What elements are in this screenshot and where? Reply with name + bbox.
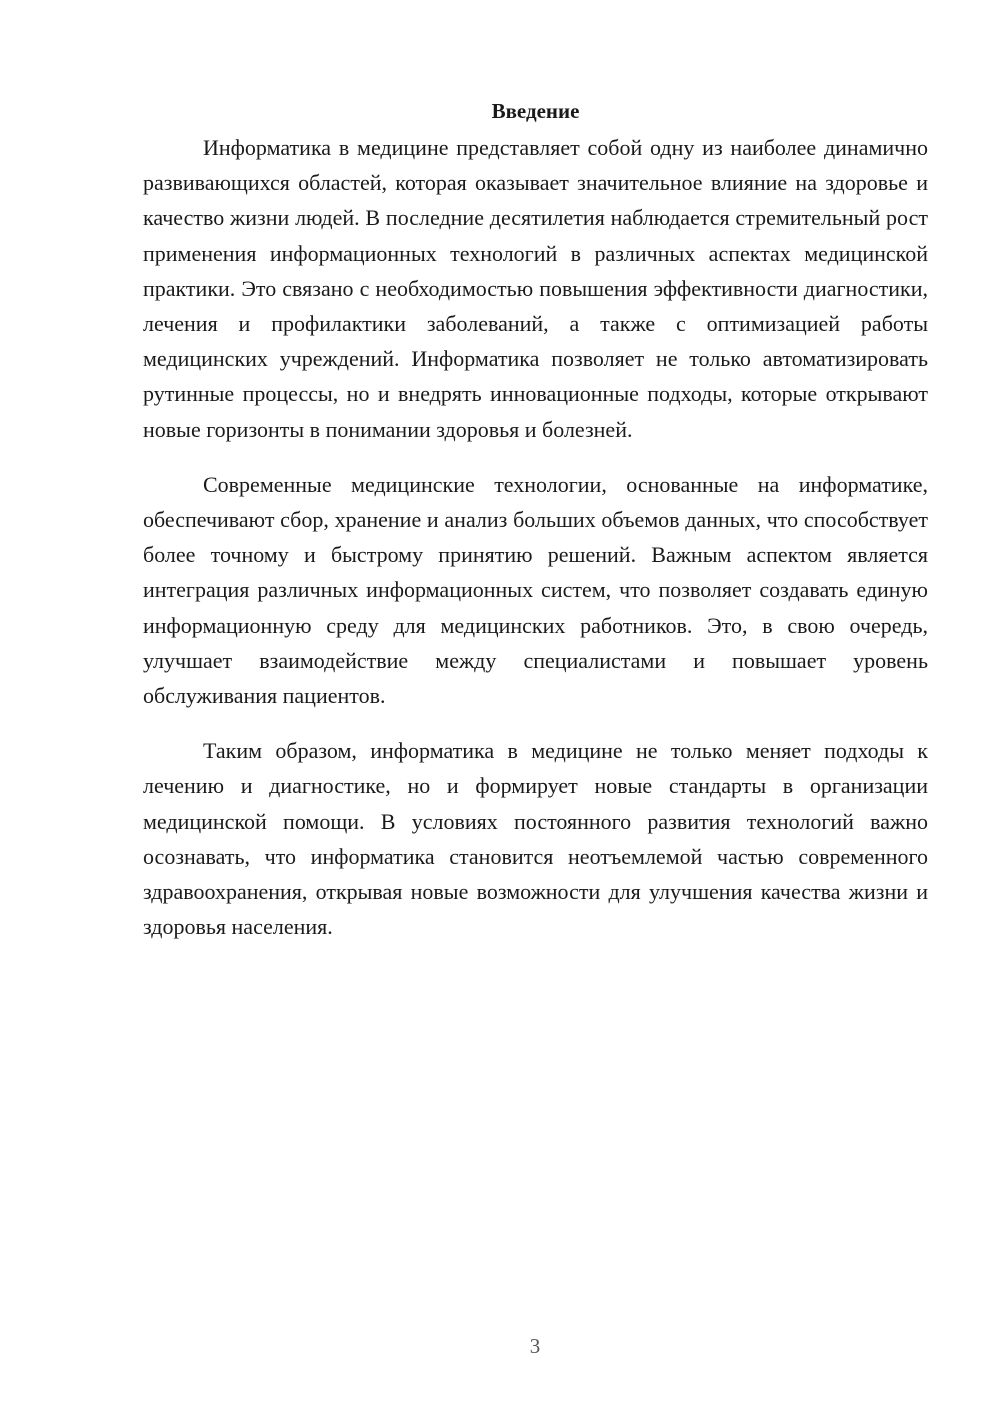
paragraph-1: Информатика в медицине представляет собой одну из наиболее динамично развивающихся областей, которая оказывает значительное влияние на здоровье и качество жизни людей. В последние десятилетия наблюдается стремительный рост применения информационных технологий в различных аспектах медицинской практики. Это связано с необходимостью повышения эффективности диагностики, лечения и профилактики заболеваний, а также с оптимизацией работы медицинских учреждений. Информатика позволяет не только автоматизировать рутинные процессы, но и внедрять инновационные подходы, которые открывают новые горизонты в понимании здоровья и болезней. xyxy=(143,135,928,442)
page-number: 3 xyxy=(529,1334,541,1358)
paragraph-2: Современные медицинские технологии, основанные на информатике, обеспечивают сбор, хранение и анализ больших объемов данных, что способствует более точному и быстрому принятию решений. Важным аспектом является интеграция различных информационных систем, что позволяет создавать единую информационную среду для медицинских работников. Это, в свою очередь, улучшает взаимодействие между специалистами и повышает уровень обслуживания пациентов. xyxy=(143,471,928,709)
section-heading: Введение xyxy=(491,99,580,123)
page-content xyxy=(143,96,928,964)
paragraph-3: Таким образом, информатика в медицине не только меняет подходы к лечению и диагностике, но и формирует новые стандарты в организации медицинской помощи. В условиях постоянного развития технологий важно осознавать, что информатика становится неотъемлемой частью современного здравоохранения, открывая новые возможности для улучшения качества жизни и здоровья населения. xyxy=(143,738,928,940)
